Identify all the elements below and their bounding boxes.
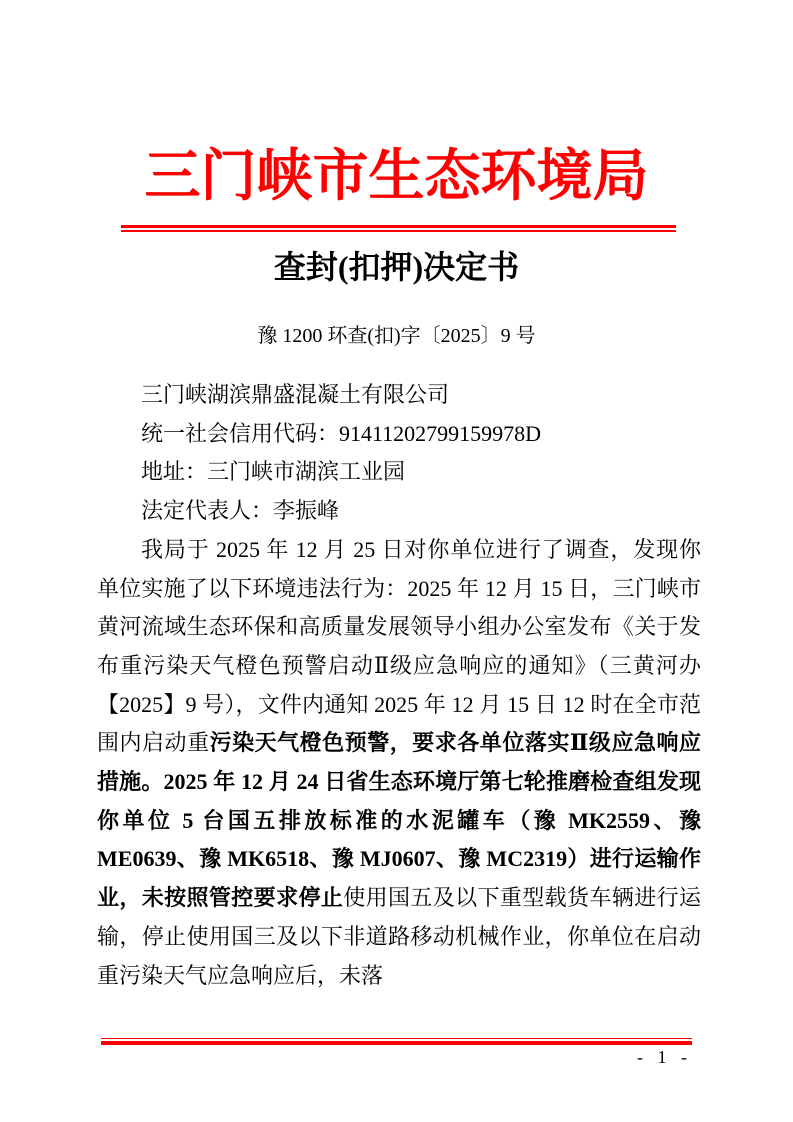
document-body xyxy=(97,376,701,995)
red-footer-divider xyxy=(101,1038,692,1045)
recipient-credit-code-line: 统一社会信用代码：91411202799159978D xyxy=(141,420,542,446)
body-paragraph-segment: 使用国五及以下重型载货车辆进行运输，停止使用国三及以下非道路移动机械作业，你单位在启动重污染天气应急响应后，未落 xyxy=(97,885,701,988)
agency-header-title: 三门峡市生态环境局 xyxy=(144,146,649,208)
red-header-divider xyxy=(121,225,676,232)
recipient-address-line: 地址：三门峡市湖滨工业园 xyxy=(141,459,406,485)
red-header-divider-thin-line xyxy=(121,230,676,232)
red-header-divider-thick-line xyxy=(121,225,676,228)
body-paragraph-bold-segment: 污染天气橙色预警，要求各单位落实Ⅱ级应急响应措施。2025 年 12 月 24 日省生态环境厅第七轮推磨检查组发现你单位 5 台国五排放标准的水泥罐车（豫 MK2559、豫 ME0639、豫 MK6518、豫 MJ0607、豫 MC2319）进行运输作业，未按照管控要求停止 xyxy=(97,730,701,911)
recipient-company-line: 三门峡湖滨鼎盛混凝土有限公司 xyxy=(141,382,450,407)
red-footer-divider-thick-line xyxy=(101,1041,692,1045)
body-paragraph xyxy=(97,531,701,995)
body-paragraph-segment: 我局于 2025 年 12 月 25 日对你单位进行了调查，发现你单位实施了以下环境违法行为：2025 年 12 月 15 日，三门峡市黄河流域生态环保和高质量发展领导小组办公室发布《关于发布重污染天气橙色预警启动Ⅱ级应急响应的通知》（三黄河办【2025】9 号），文件内通知 2025 年 12 月 15 日 12 时在全市范围内启动重 xyxy=(97,536,701,756)
document-number: 豫 1200 环查(扣)字〔2025〕9 号 xyxy=(257,325,536,347)
red-footer-divider-thin-line xyxy=(101,1038,692,1039)
page-number: - 1 - xyxy=(637,1047,692,1067)
recipient-legal-rep-line: 法定代表人：李振峰 xyxy=(141,498,340,524)
document-title: 查封(扣押)决定书 xyxy=(273,249,520,285)
